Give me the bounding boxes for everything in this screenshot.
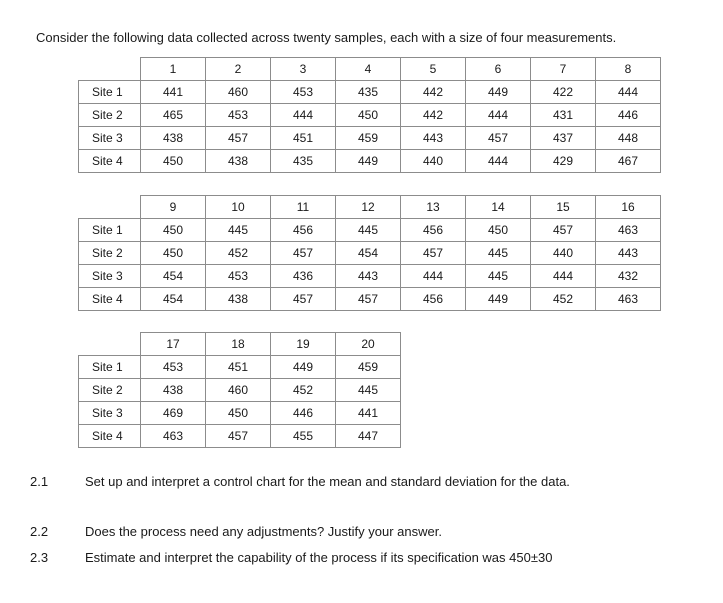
sample-header: 1	[141, 58, 206, 81]
table-row	[79, 265, 661, 288]
measurement-cell: 444	[596, 81, 661, 104]
measurement-cell: 435	[336, 81, 401, 104]
table-row	[79, 402, 401, 425]
table-row	[79, 288, 661, 311]
measurement-cell: 467	[596, 150, 661, 173]
measurement-cell: 460	[206, 379, 271, 402]
measurement-cell: 431	[531, 104, 596, 127]
table-row	[79, 242, 661, 265]
measurement-cell: 465	[141, 104, 206, 127]
table-row	[79, 150, 661, 173]
measurement-cell: 438	[206, 288, 271, 311]
measurement-cell: 460	[206, 81, 271, 104]
site-label: Site 1	[79, 356, 141, 379]
measurement-cell: 449	[466, 288, 531, 311]
measurement-cell: 450	[206, 402, 271, 425]
measurement-cell: 457	[401, 242, 466, 265]
measurement-cell: 447	[336, 425, 401, 448]
measurement-cell: 457	[271, 242, 336, 265]
measurement-cell: 441	[141, 81, 206, 104]
data-table-samples-1-8	[78, 57, 661, 173]
measurement-cell: 452	[531, 288, 596, 311]
sample-header: 4	[336, 58, 401, 81]
sample-header: 3	[271, 58, 336, 81]
sample-header: 14	[466, 196, 531, 219]
sample-header: 16	[596, 196, 661, 219]
measurement-cell: 457	[271, 288, 336, 311]
measurement-cell: 452	[206, 242, 271, 265]
measurement-cell: 459	[336, 127, 401, 150]
measurement-cell: 445	[466, 242, 531, 265]
measurement-cell: 450	[141, 219, 206, 242]
site-label: Site 3	[79, 127, 141, 150]
measurement-cell: 440	[531, 242, 596, 265]
site-label: Site 2	[79, 379, 141, 402]
measurement-cell: 443	[336, 265, 401, 288]
question-number: 2.1	[30, 474, 49, 489]
measurement-cell: 449	[336, 150, 401, 173]
sample-header: 7	[531, 58, 596, 81]
sample-header: 9	[141, 196, 206, 219]
measurement-cell: 457	[531, 219, 596, 242]
measurement-cell: 435	[271, 150, 336, 173]
measurement-cell: 454	[336, 242, 401, 265]
question-2-1	[30, 474, 570, 489]
measurement-cell: 443	[596, 242, 661, 265]
measurement-cell: 456	[401, 288, 466, 311]
measurement-cell: 440	[401, 150, 466, 173]
table-row	[79, 104, 661, 127]
data-table-samples-17-20	[78, 332, 401, 448]
sample-header: 2	[206, 58, 271, 81]
site-label: Site 4	[79, 425, 141, 448]
measurement-cell: 438	[206, 150, 271, 173]
sample-header: 6	[466, 58, 531, 81]
measurement-cell: 445	[336, 379, 401, 402]
problem-intro: Consider the following data collected across twenty samples, each with a size of four measurements.	[36, 30, 617, 45]
measurement-cell: 450	[141, 150, 206, 173]
corner-cell	[79, 58, 141, 81]
measurement-cell: 441	[336, 402, 401, 425]
measurement-cell: 456	[401, 219, 466, 242]
sample-header: 5	[401, 58, 466, 81]
measurement-cell: 449	[271, 356, 336, 379]
measurement-cell: 450	[466, 219, 531, 242]
measurement-cell: 459	[336, 356, 401, 379]
sample-header: 12	[336, 196, 401, 219]
measurement-cell: 442	[401, 104, 466, 127]
measurement-cell: 450	[141, 242, 206, 265]
question-text: Does the process need any adjustments? Justify your answer.	[85, 524, 442, 539]
site-label: Site 3	[79, 402, 141, 425]
site-label: Site 3	[79, 265, 141, 288]
measurement-cell: 437	[531, 127, 596, 150]
sample-header: 18	[206, 333, 271, 356]
measurement-cell: 457	[336, 288, 401, 311]
sample-header: 17	[141, 333, 206, 356]
table-row	[79, 81, 661, 104]
measurement-cell: 449	[466, 81, 531, 104]
measurement-cell: 445	[336, 219, 401, 242]
measurement-cell: 432	[596, 265, 661, 288]
corner-cell	[79, 196, 141, 219]
sample-header: 13	[401, 196, 466, 219]
measurement-cell: 443	[401, 127, 466, 150]
measurement-cell: 454	[141, 265, 206, 288]
measurement-cell: 451	[271, 127, 336, 150]
sample-header: 19	[271, 333, 336, 356]
measurement-cell: 457	[466, 127, 531, 150]
measurement-cell: 444	[401, 265, 466, 288]
site-label: Site 1	[79, 219, 141, 242]
measurement-cell: 438	[141, 379, 206, 402]
sample-header: 10	[206, 196, 271, 219]
table-header-row	[79, 333, 401, 356]
measurement-cell: 429	[531, 150, 596, 173]
measurement-cell: 444	[466, 104, 531, 127]
table-header-row	[79, 58, 661, 81]
measurement-cell: 448	[596, 127, 661, 150]
measurement-cell: 463	[141, 425, 206, 448]
measurement-cell: 451	[206, 356, 271, 379]
table-row	[79, 425, 401, 448]
measurement-cell: 453	[271, 81, 336, 104]
measurement-cell: 450	[336, 104, 401, 127]
corner-cell	[79, 333, 141, 356]
site-label: Site 2	[79, 242, 141, 265]
measurement-cell: 422	[531, 81, 596, 104]
question-2-2	[30, 524, 442, 539]
question-text: Set up and interpret a control chart for the mean and standard deviation for the data.	[85, 474, 570, 489]
table-row	[79, 127, 661, 150]
site-label: Site 1	[79, 81, 141, 104]
measurement-cell: 438	[141, 127, 206, 150]
measurement-cell: 444	[271, 104, 336, 127]
measurement-cell: 446	[596, 104, 661, 127]
measurement-cell: 457	[206, 127, 271, 150]
measurement-cell: 453	[206, 104, 271, 127]
measurement-cell: 452	[271, 379, 336, 402]
site-label: Site 4	[79, 150, 141, 173]
measurement-cell: 446	[271, 402, 336, 425]
measurement-cell: 444	[531, 265, 596, 288]
sample-header: 20	[336, 333, 401, 356]
site-label: Site 4	[79, 288, 141, 311]
question-number: 2.2	[30, 524, 49, 539]
question-number: 2.3	[30, 550, 49, 565]
table-row	[79, 379, 401, 402]
measurement-cell: 442	[401, 81, 466, 104]
site-label: Site 2	[79, 104, 141, 127]
measurement-cell: 453	[206, 265, 271, 288]
table-row	[79, 219, 661, 242]
sample-header: 15	[531, 196, 596, 219]
table-row	[79, 356, 401, 379]
measurement-cell: 463	[596, 219, 661, 242]
measurement-cell: 463	[596, 288, 661, 311]
sample-header: 11	[271, 196, 336, 219]
measurement-cell: 454	[141, 288, 206, 311]
measurement-cell: 444	[466, 150, 531, 173]
measurement-cell: 445	[206, 219, 271, 242]
measurement-cell: 455	[271, 425, 336, 448]
measurement-cell: 436	[271, 265, 336, 288]
measurement-cell: 457	[206, 425, 271, 448]
sample-header: 8	[596, 58, 661, 81]
measurement-cell: 456	[271, 219, 336, 242]
question-text: Estimate and interpret the capability of the process if its specification was 450±30	[85, 550, 553, 565]
data-table-samples-9-16	[78, 195, 661, 311]
measurement-cell: 453	[141, 356, 206, 379]
measurement-cell: 469	[141, 402, 206, 425]
measurement-cell: 445	[466, 265, 531, 288]
table-header-row	[79, 196, 661, 219]
question-2-3	[30, 550, 552, 565]
